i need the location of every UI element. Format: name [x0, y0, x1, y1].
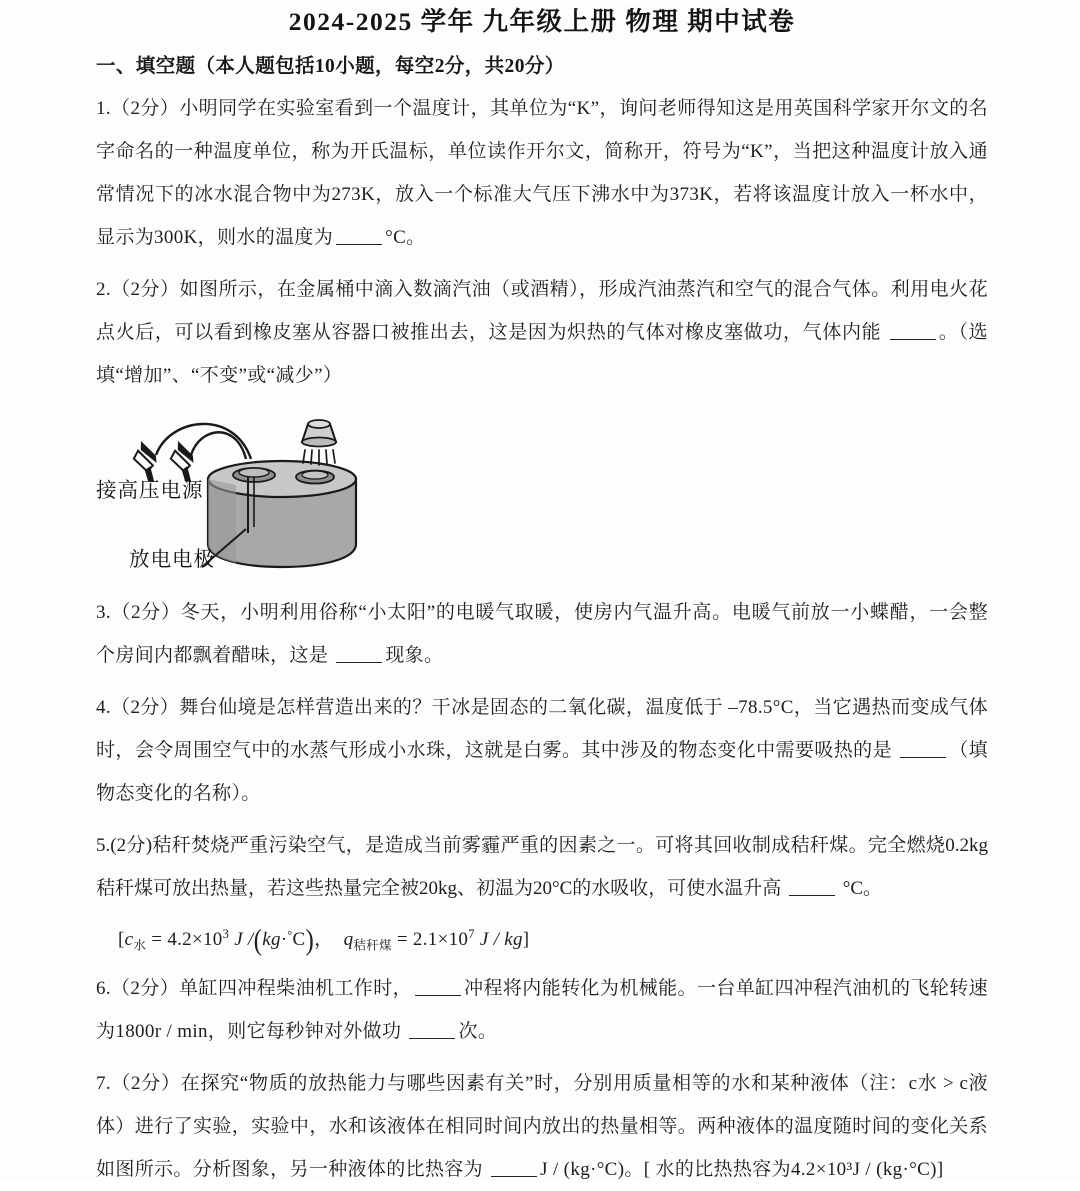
question-7 [96, 1062, 988, 1191]
question-1-line-2: 名字命名的一种温度单位，称为开氏温标，单位读作开尔文，简称开，符号为“K”，当把这种温度计放 [96, 98, 988, 163]
question-1-line-4: 中，显示为300K，则水的温度为 °C。 [96, 184, 988, 249]
formula-paren-close: ) [305, 924, 315, 957]
question-7-line-1: 在探究“物质的放热能力与哪些因素有关”时，分别用质量相等的水和某种液体（注：c水 > c液体） [96, 1073, 988, 1138]
section-heading: 一、填空题（本人题包括10小题，每空2分，共20分） [96, 55, 565, 77]
question-4 [96, 686, 988, 815]
question-1-label: 1.（2分） [96, 98, 180, 120]
formula-c-unit-celsius: C [292, 929, 306, 950]
formula-c-unit-dot: · [280, 929, 288, 950]
answer-blank[interactable] [336, 644, 382, 663]
question-5 [96, 824, 988, 910]
formula-q-symbol: q [343, 929, 354, 950]
page-title: 2024-2025 学年 九年级上册 物理 期中试卷 [288, 7, 796, 36]
formula-comma: ， [314, 929, 334, 950]
question-4-line-1: 舞台仙境是怎样营造出来的？干冰是固态的二氧化碳，温度低于 –78.5°C，当它遇热而变成气 [179, 697, 969, 719]
formula-c-equals: = 4.2×10 [151, 929, 223, 950]
question-6-label: 6.（2分） [96, 978, 180, 1000]
question-6 [96, 967, 988, 1053]
formula-close-bracket: ] [522, 929, 530, 950]
answer-blank[interactable] [336, 226, 382, 245]
formula-q-exponent: 7 [468, 927, 475, 942]
question-7-line-2: 进行了实验，实验中，水和该液体在相同时间内放出的热量相等。两种液体的温度随时间的变化关系如图 [96, 1116, 989, 1181]
formula-open-bracket: [ [118, 929, 125, 950]
question-3-line-1: 冬天，小明利用俗称“小太阳”的电暖气取暖，使房内气温升高。电暖气前放一小蝶醋，一会 [180, 602, 969, 624]
answer-blank[interactable] [789, 877, 835, 896]
answer-blank[interactable] [890, 321, 936, 340]
figure-label-high-voltage-source: 接高压电源 [96, 480, 204, 503]
formula-c-unit-head: J / [234, 929, 254, 950]
question-1-line-3: 入通常情况下的冰水混合物中为273K，放入一个标准大气压下沸水中为373K，若将该温度计放入一杯水 [96, 141, 988, 206]
figure-label-discharge-electrode: 放电电极 [129, 549, 215, 572]
question-3-label: 3.（2分） [96, 602, 181, 624]
question-5-label: 5.(2分) [96, 835, 153, 857]
question-2-line-1: 如图所示，在金属桶中滴入数滴汽油（或酒精），形成汽油蒸汽和空气的混合气体。利用电火花 [179, 279, 988, 301]
formula-q-unit: J / kg [479, 929, 523, 950]
question-2-line-2: 点火后，可以看到橡皮塞从容器口被推出去，这是因为炽热的气体对橡皮塞做功，气体内能 。（选填 [96, 322, 988, 387]
answer-blank[interactable] [409, 1020, 455, 1039]
question-4-label: 4.（2分） [96, 697, 180, 719]
formula-q-equals: = 2.1×10 [396, 929, 469, 950]
question-4-line-3: 物态变化的名称）。 [96, 783, 261, 805]
question-5-line-1: 秸秆焚烧严重污染空气，是造成当前雾霾严重的因素之一。可将其回收制成秸秆煤。完全燃烧0.2kg [152, 835, 989, 857]
answer-blank[interactable] [491, 1158, 537, 1177]
question-6-line-1: 单缸四冲程柴油机工作时， 冲程将内能转化为机械能。一台单缸四冲程汽油机的飞轮转速 [179, 978, 989, 1000]
question-7-line-3: 所示。分析图象，另一种液体的比热容为 J / (kg·°C)。[ 水的比热热容为4.2×10³J / (kg·°C)] [134, 1159, 944, 1181]
question-1 [96, 87, 988, 259]
question-6-line-2: 为1800r / min，则它每秒钟对外做功 次。 [96, 1021, 498, 1043]
formula-c-exponent: 3 [222, 927, 230, 942]
question-3 [96, 591, 988, 677]
formula-c-symbol: c [124, 929, 134, 950]
question-5-line-2: 秸秆煤可放出热量，若这些热量完全被20kg、初温为20°C的水吸收，可使水温升高 °C。 [96, 878, 883, 900]
question-2-label: 2.（2分） [96, 279, 180, 301]
question-1-line-1: 小明同学在实验室看到一个温度计，其单位为“K”，询问老师得知这是用英国科学家开尔文的 [179, 98, 969, 120]
exam-page [0, 2, 1080, 1180]
formula-c-subscript: 水 [133, 938, 147, 953]
question-3-line-2: 整个房间内都飘着醋味，这是 现象。 [96, 602, 988, 667]
question-7-label: 7.（2分） [96, 1073, 181, 1095]
answer-blank[interactable] [900, 739, 946, 758]
formula-c-unit-kg: kg [262, 929, 281, 950]
formula-c-unit-degree: ° [287, 928, 293, 942]
answer-blank[interactable] [415, 977, 461, 996]
figure-spark-ignition-bucket [96, 407, 988, 589]
question-2 [96, 268, 988, 397]
formula-paren-open: ( [253, 924, 263, 957]
formula-q-subscript: 秸秆煤 [353, 938, 392, 953]
question-4-line-2: 体时，会令周围空气中的水蒸气形成小水珠，这就是白雾。其中涉及的物态变化中需要吸热的是 （填 [96, 697, 989, 762]
question-2-line-3: “增加”、“不变”或“减少”） [115, 365, 343, 387]
question-5-formula [118, 914, 988, 965]
